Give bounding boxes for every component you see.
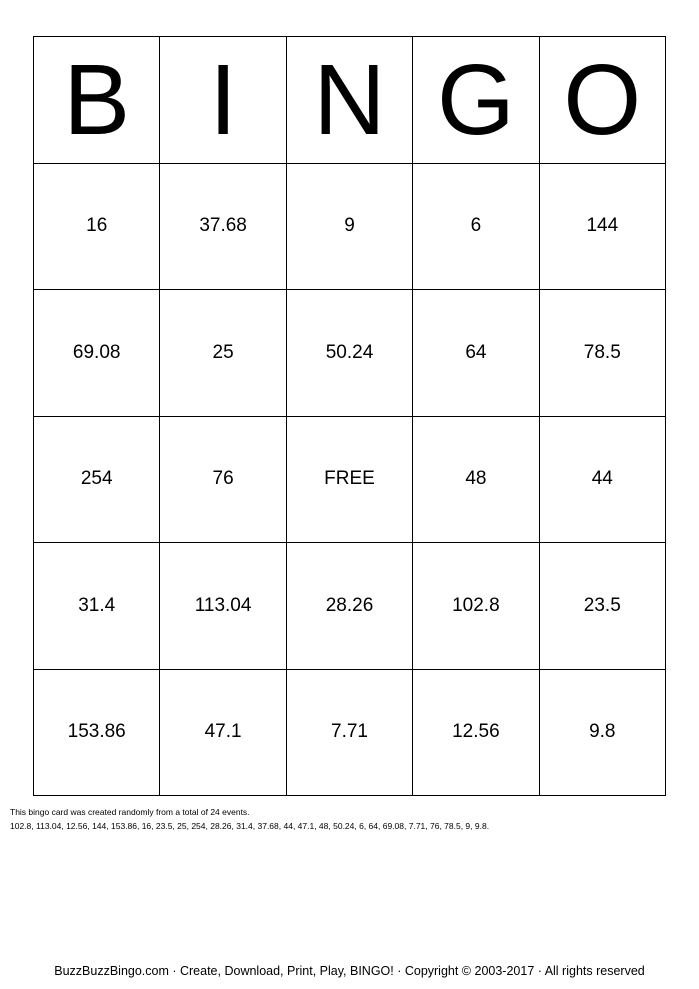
bingo-cell: 64 — [413, 290, 539, 417]
header-letter-i: I — [160, 37, 286, 164]
header-letter-g: G — [413, 37, 539, 164]
bingo-cell: 23.5 — [540, 543, 666, 670]
bingo-card — [33, 36, 666, 796]
footer-copyright: BuzzBuzzBingo.com · Create, Download, Print, Play, BINGO! · Copyright © 2003-2017 · All rights reserved — [54, 964, 645, 978]
bingo-cell: 153.86 — [34, 670, 160, 797]
bingo-cell: 254 — [34, 417, 160, 544]
events-list-note: 102.8, 113.04, 12.56, 144, 153.86, 16, 23.5, 25, 254, 28.26, 31.4, 37.68, 44, 47.1, 48, 50.24, 6, 64, 69.08, 7.71, 76, 78.5, 9, 9.8. — [10, 821, 490, 831]
bingo-cell: 69.08 — [34, 290, 160, 417]
bingo-cell: 78.5 — [540, 290, 666, 417]
header-letter-o: O — [540, 37, 666, 164]
bingo-cell: 7.71 — [287, 670, 413, 797]
bingo-cell: 16 — [34, 164, 160, 291]
bingo-cell: 50.24 — [287, 290, 413, 417]
bingo-cell: 44 — [540, 417, 666, 544]
header-letter-b: B — [34, 37, 160, 164]
bingo-cell: 25 — [160, 290, 286, 417]
bingo-cell: 9 — [287, 164, 413, 291]
bingo-cell: 102.8 — [413, 543, 539, 670]
bingo-cell: 76 — [160, 417, 286, 544]
bingo-cell: 47.1 — [160, 670, 286, 797]
bingo-cell: 113.04 — [160, 543, 286, 670]
bingo-cell: 12.56 — [413, 670, 539, 797]
bingo-cell: 31.4 — [34, 543, 160, 670]
bingo-cell: 28.26 — [287, 543, 413, 670]
bingo-cell: 9.8 — [540, 670, 666, 797]
bingo-cell: 6 — [413, 164, 539, 291]
bingo-cell: 144 — [540, 164, 666, 291]
bingo-cell: 48 — [413, 417, 539, 544]
free-space-cell: FREE — [287, 417, 413, 544]
card-summary-note: This bingo card was created randomly from a total of 24 events. — [10, 807, 250, 817]
header-letter-n: N — [287, 37, 413, 164]
bingo-cell: 37.68 — [160, 164, 286, 291]
